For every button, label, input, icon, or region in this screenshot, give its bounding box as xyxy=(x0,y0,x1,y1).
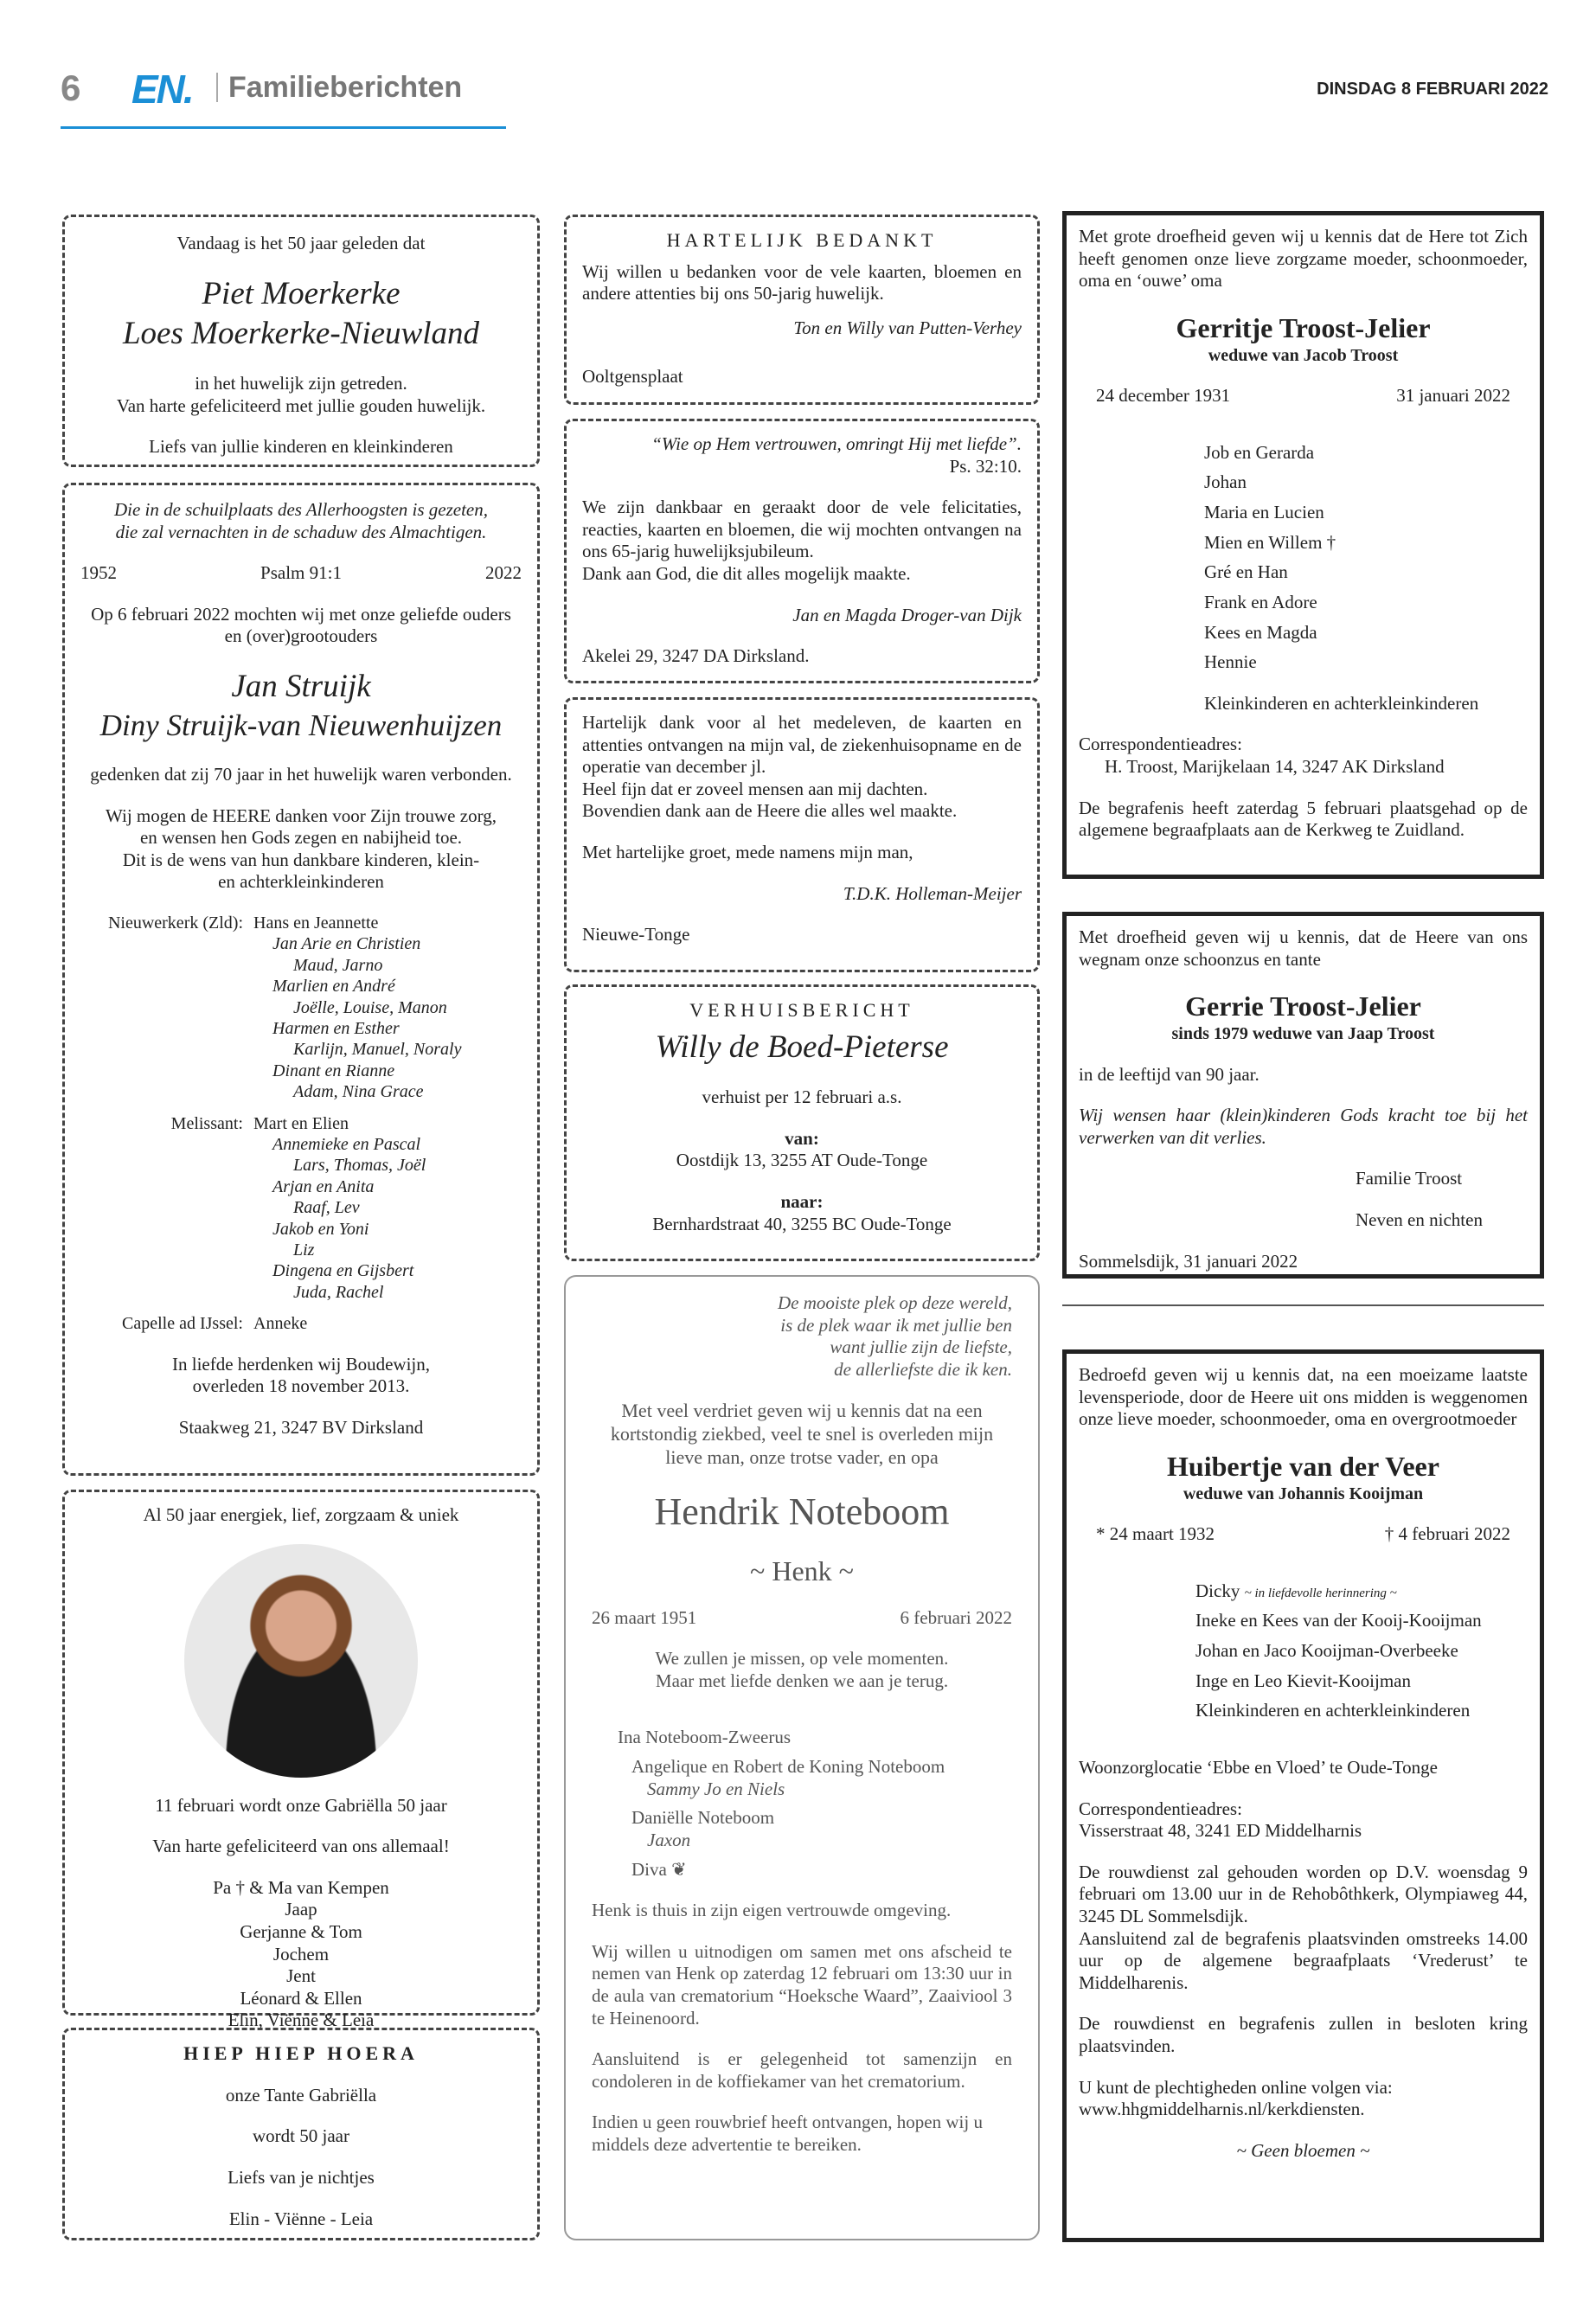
family-line: Kees en Magda xyxy=(1204,621,1317,643)
year-end: 2022 xyxy=(485,562,522,584)
text: gedenken dat zij 70 jaar in het huwelijk waren verbonden. xyxy=(90,764,512,785)
family-line: Marlien en André xyxy=(272,977,395,997)
text: Henk is thuis in zijn eigen vertrouwde omgeving. xyxy=(592,1900,952,1921)
family-line: Diva xyxy=(631,1858,667,1880)
name: Gerritje Troost-Jelier xyxy=(1176,311,1431,343)
text: Dank aan God, die dit alles mogelijk maakte. xyxy=(582,563,911,585)
ad-hiep-hiep xyxy=(62,2028,540,2240)
family-line: Jan Arie en Christien xyxy=(272,934,421,954)
family-line: Hans en Jeannette xyxy=(253,913,379,933)
text: Bovendien dank aan de Heere die alles wel maakte. xyxy=(582,800,958,822)
name: Jent xyxy=(286,1965,316,1987)
family-line: Arjan en Anita xyxy=(272,1176,375,1196)
text: Bedroefd geven wij u kennis dat, na een moeizame laatste levensperiode, door de Heere uit ons midden is weggenomen onze lieve moeder, schoonmoeder, oma en overgrootmoeder xyxy=(1079,1364,1528,1430)
name: Hendrik Noteboom xyxy=(654,1490,950,1533)
quote: “Wie op Hem vertrouwen, omringt Hij met liefde”. xyxy=(651,433,1022,454)
family-line: Johan xyxy=(1204,471,1247,493)
header-divider xyxy=(216,73,218,102)
family-list xyxy=(80,913,522,1334)
family-line: Anneke xyxy=(253,1314,308,1334)
name: Pa † & Ma van Kempen xyxy=(213,1876,389,1898)
family-line: Jakob en Yoni xyxy=(272,1219,369,1239)
subtitle: weduwe van Jacob Troost xyxy=(1208,345,1399,365)
family-line: Sammy Jo en Niels xyxy=(647,1778,785,1799)
poem-line: is de plek waar ik met jullie ben xyxy=(780,1314,1012,1336)
corr-address: H. Troost, Marijkelaan 14, 3247 AK Dirksland xyxy=(1105,755,1445,777)
text: Aansluitend is er gelegenheid tot samenzijn en condoleren in de koffiekamer van het crematorium. xyxy=(592,2048,1012,2092)
family-line: Inge en Leo Kievit-Kooijman xyxy=(1195,1670,1412,1691)
signature: T.D.K. Holleman-Meijer xyxy=(843,882,1022,904)
quote: die zal vernachten in de schaduw des Almachtigen. xyxy=(115,521,487,542)
family-list xyxy=(1079,442,1528,715)
name: Jaap xyxy=(285,1899,317,1920)
place: Melissant: xyxy=(170,1113,243,1133)
ad-gerrie xyxy=(1062,912,1544,1279)
memorial-note: ~ in liefdevolle herinnering ~ xyxy=(1244,1586,1397,1600)
family-line: Angelique en Robert de Koning Noteboom xyxy=(631,1756,945,1778)
title: HARTELIJK BEDANKT xyxy=(666,229,938,251)
text: U kunt de plechtigheden online volgen via: xyxy=(1079,2076,1393,2098)
text: De rouwdienst zal gehouden worden op D.V. woensdag 9 februari om 13.00 uur in de Rehobôthkerk, Olympiaweg 44, 3245 DL Sommelsdijk. xyxy=(1079,1861,1528,1926)
text: Aansluitend zal de begrafenis plaatsvinden omstreeks 14.00 uur op de algemene begraafplaats ‘Vrederust’ te Middelharenis. xyxy=(1079,1927,1528,1993)
address: Staakweg 21, 3247 BV Dirksland xyxy=(178,1416,424,1438)
family-line: Maud, Jarno xyxy=(293,955,383,975)
address-from: Oostdijk 13, 3255 AT Oude-Tonge xyxy=(676,1150,928,1171)
text: en wensen hen Gods zegen en nabijheid toe. xyxy=(139,827,463,849)
family-line: Hennie xyxy=(1204,651,1257,673)
family-line: Raaf, Lev xyxy=(293,1198,360,1218)
text: De begrafenis heeft zaterdag 5 februari plaatsgehad op de algemene begraafplaats aan de Kerkweg te Zuidland. xyxy=(1079,797,1528,841)
text: Wij willen u bedanken voor de vele kaarten, bloemen en andere attenties bij ons 50-jarig huwelijk. xyxy=(582,260,1022,304)
intro: Vandaag is het 50 jaar geleden dat xyxy=(176,233,426,253)
page-number: 6 xyxy=(61,67,81,108)
intro: Al 50 jaar energiek, lief, zorgzaam & uniek xyxy=(143,1504,459,1525)
text: wordt 50 jaar xyxy=(253,2125,349,2147)
family-list xyxy=(1079,1580,1528,1722)
birth-date: 26 maart 1951 xyxy=(592,1606,697,1628)
corr-address: Visserstraat 48, 3241 ED Middelharnis xyxy=(1079,1820,1362,1842)
corr-label: Correspondentieadres: xyxy=(1079,1798,1242,1819)
year-start: 1952 xyxy=(80,562,117,584)
ad-struijk xyxy=(62,483,540,1476)
death-date: 31 januari 2022 xyxy=(1396,385,1510,407)
text: Elin - Viënne - Leia xyxy=(228,2208,374,2229)
family-line: Johan en Jaco Kooijman-Overbeeke xyxy=(1195,1640,1458,1662)
label-to: naar: xyxy=(780,1190,824,1212)
family-line: Kleinkinderen en achterkleinkinderen xyxy=(1195,1700,1471,1721)
text: We zijn dankbaar en geraakt door de vele felicitaties, reacties, kaarten en bloemen, die wij mochten ontvangen na ons 65-jarig huwelijksjubileum. xyxy=(582,497,1022,562)
name: Léonard & Ellen xyxy=(240,1987,362,2009)
family-line: Lars, Thomas, Joël xyxy=(293,1156,426,1176)
name: Huibertje van der Veer xyxy=(1167,1450,1439,1482)
birth-date: 24 december 1931 xyxy=(1096,385,1231,407)
family-line: Karlijn, Manuel, Noraly xyxy=(293,1040,462,1060)
text: verhuist per 12 februari a.s. xyxy=(702,1086,902,1108)
column-divider xyxy=(1062,1304,1544,1306)
text: Wij wensen haar (klein)kinderen Gods kracht toe bij het verwerken van dit verlies. xyxy=(1079,1105,1528,1148)
quote: Die in de schuilplaats des Allerhoogsten is gezeten, xyxy=(113,499,488,520)
family-line: Daniëlle Noteboom xyxy=(631,1807,775,1829)
label-from: van: xyxy=(785,1127,819,1149)
issue-date: DINSDAG 8 FEBRUARI 2022 xyxy=(1317,80,1548,99)
signature: Neven en nichten xyxy=(1356,1209,1483,1231)
name: Gerjanne & Tom xyxy=(240,1921,362,1943)
place: Capelle ad IJssel: xyxy=(122,1314,243,1334)
text: en achterkleinkinderen xyxy=(218,871,384,893)
text: Wij mogen de HEERE danken voor Zijn trouwe zorg, xyxy=(106,804,497,826)
family-line: Dingena en Gijsbert xyxy=(272,1261,414,1281)
text: De rouwdienst en begrafenis zullen in besloten kring plaatsvinden. xyxy=(1079,2013,1528,2056)
quote-ref: Ps. 32:10. xyxy=(949,455,1022,477)
ad-bedankt xyxy=(564,215,1040,405)
text: Heel fijn dat er zoveel mensen aan mij dachten. xyxy=(582,778,928,799)
name: Willy de Boed-Pieterse xyxy=(655,1029,949,1065)
text: Hartelijk dank voor al het medeleven, de kaarten en attenties ontvangen na mijn val, de ziekenhuisopname en de operatie van december jl. xyxy=(582,712,1022,778)
poem-line: want jullie zijn de liefste, xyxy=(830,1336,1012,1358)
family-line: Harmen en Esther xyxy=(272,1019,400,1039)
death-date: † 4 februari 2022 xyxy=(1384,1523,1510,1545)
ad-gerritje xyxy=(1062,211,1544,879)
text: onze Tante Gabriëlla xyxy=(225,2084,377,2106)
text: Met grote droefheid geven wij u kennis dat de Here tot Zich heeft genomen onze lieve zorgzame moeder, schoonmoeder, oma en ‘ouwe’ oma xyxy=(1079,226,1528,292)
poem-line: de allerliefste die ik ken. xyxy=(834,1358,1012,1380)
name-2: Diny Struijk-van Nieuwenhuijzen xyxy=(99,708,503,743)
place: Sommelsdijk, 31 januari 2022 xyxy=(1079,1250,1298,1272)
family-line: Maria en Lucien xyxy=(1204,502,1324,523)
family-line: Mien en Willem † xyxy=(1204,531,1336,553)
family-line: Adam, Nina Grace xyxy=(293,1082,424,1102)
text: Op 6 februari 2022 mochten wij met onze geliefde ouders en (over)grootouders xyxy=(91,603,511,647)
header-rule xyxy=(61,126,506,129)
page-header xyxy=(61,61,1548,112)
text: Wij willen u uitnodigen om samen met ons afscheid te nemen van Henk op zaterdag 12 februari om 13:30 uur in de aula van crematorium “Hoeksche Waard”, Zaaiviool 3 te Heinenoord. xyxy=(592,1940,1012,2029)
title: VERHUISBERICHT xyxy=(689,999,914,1021)
text: in het huwelijk zijn getreden. xyxy=(195,373,407,394)
text: Maar met liefde denken we aan je terug. xyxy=(655,1670,949,1691)
subtitle: weduwe van Johannis Kooijman xyxy=(1183,1484,1424,1503)
name-2: Loes Moerkerke-Nieuwland xyxy=(122,315,480,351)
ad-gabriella xyxy=(62,1490,540,2031)
family-line: Gré en Han xyxy=(1204,561,1288,583)
family-line: Frank en Adore xyxy=(1204,591,1317,612)
family-line: Dicky xyxy=(1195,1580,1240,1601)
location: Woonzorglocatie ‘Ebbe en Vloed’ te Oude-Tonge xyxy=(1079,1756,1438,1778)
birth-date: * 24 maart 1932 xyxy=(1096,1523,1215,1545)
text: Met droefheid geven wij u kennis, dat de Heere van ons wegnam onze schoonzus en tante xyxy=(1079,926,1528,970)
text: in de leeftijd van 90 jaar. xyxy=(1079,1063,1259,1085)
text: Indien u geen rouwbrief heeft ontvangen, hopen wij u middels deze advertentie te bereiken. xyxy=(592,2112,983,2155)
ad-holleman xyxy=(564,697,1040,972)
text: Met veel verdriet geven wij u kennis dat na een kortstondig ziekbed, veel te snel is overleden mijn lieve man, onze trotse vader, en opa xyxy=(610,1400,994,1469)
memorial: In liefde herdenken wij Boudewijn, xyxy=(172,1353,430,1375)
family-line: Juda, Rachel xyxy=(293,1282,384,1302)
family-line: Job en Gerarda xyxy=(1204,441,1315,463)
family-line: Dinant en Rianne xyxy=(272,1061,395,1080)
text: Met hartelijke groet, mede namens mijn man, xyxy=(582,842,913,863)
signature: Familie Troost xyxy=(1356,1168,1463,1189)
link-url[interactable]: www.hhgmiddelharnis.nl/kerkdiensten. xyxy=(1079,2099,1365,2120)
signature: Ton en Willy van Putten-Verhey xyxy=(793,317,1022,339)
closing: ~ Geen bloemen ~ xyxy=(1236,2139,1370,2161)
poem-line: De mooiste plek op deze wereld, xyxy=(778,1292,1012,1313)
name-1: Piet Moerkerke xyxy=(202,275,401,311)
family-line: Kleinkinderen en achterkleinkinderen xyxy=(1204,692,1479,714)
portrait-photo xyxy=(184,1544,418,1778)
place: Nieuwe-Tonge xyxy=(582,924,690,945)
newspaper-logo[interactable]: EN. xyxy=(131,67,193,112)
ad-droger xyxy=(564,419,1040,683)
name: Jochem xyxy=(272,1943,330,1965)
nickname: ~ Henk ~ xyxy=(750,1554,854,1586)
place: Nieuwerkerk (Zld): xyxy=(107,913,243,933)
text: Liefs van je nichtjes xyxy=(228,2167,375,2189)
signature: Liefs van jullie kinderen en kleinkinderen xyxy=(149,436,453,458)
name: Gerrie Troost-Jelier xyxy=(1185,990,1421,1022)
ad-moerkerke xyxy=(62,215,540,467)
family-line: Joëlle, Louise, Manon xyxy=(293,997,447,1017)
text: Dit is de wens van hun dankbare kinderen, klein- xyxy=(122,849,480,870)
ad-verhuisbericht xyxy=(564,984,1040,1261)
place: Ooltgensplaat xyxy=(582,365,683,387)
family-line: Jaxon xyxy=(647,1829,691,1850)
text: We zullen je missen, op vele momenten. xyxy=(655,1648,949,1670)
text: Van harte gefeliciteerd met jullie gouden huwelijk. xyxy=(116,394,486,416)
family-line: Mart en Elien xyxy=(253,1113,349,1133)
name-1: Jan Struijk xyxy=(231,669,371,705)
paw-icon: ❦ xyxy=(671,1858,687,1880)
name: Elin, Viënne & Leia xyxy=(228,2009,375,2031)
family-line: Ineke en Kees van der Kooij-Kooijman xyxy=(1195,1610,1482,1631)
psalm: Psalm 91:1 xyxy=(260,562,342,584)
address-to: Bernhardstraat 40, 3255 BC Oude-Tonge xyxy=(652,1213,952,1234)
family-line: Liz xyxy=(293,1240,315,1259)
death-date: 6 februari 2022 xyxy=(900,1606,1012,1628)
family-line: Annemieke en Pascal xyxy=(272,1135,421,1154)
family-line: Ina Noteboom-Zweerus xyxy=(618,1727,792,1748)
address: Akelei 29, 3247 DA Dirksland. xyxy=(582,645,810,667)
ad-noteboom xyxy=(564,1275,1040,2240)
ad-huibertje xyxy=(1062,1349,1544,2242)
text: Van harte gefeliciteerd van ons allemaal! xyxy=(152,1836,450,1857)
memorial: overleden 18 november 2013. xyxy=(192,1375,410,1397)
subtitle: sinds 1979 weduwe van Jaap Troost xyxy=(1171,1024,1435,1044)
signature: Jan en Magda Droger-van Dijk xyxy=(792,604,1022,625)
text: 11 februari wordt onze Gabriëlla 50 jaar xyxy=(155,1794,447,1816)
section-title: Familieberichten xyxy=(228,71,463,104)
title: HIEP HIEP HOERA xyxy=(183,2042,419,2064)
corr-label: Correspondentieadres: xyxy=(1079,734,1242,755)
